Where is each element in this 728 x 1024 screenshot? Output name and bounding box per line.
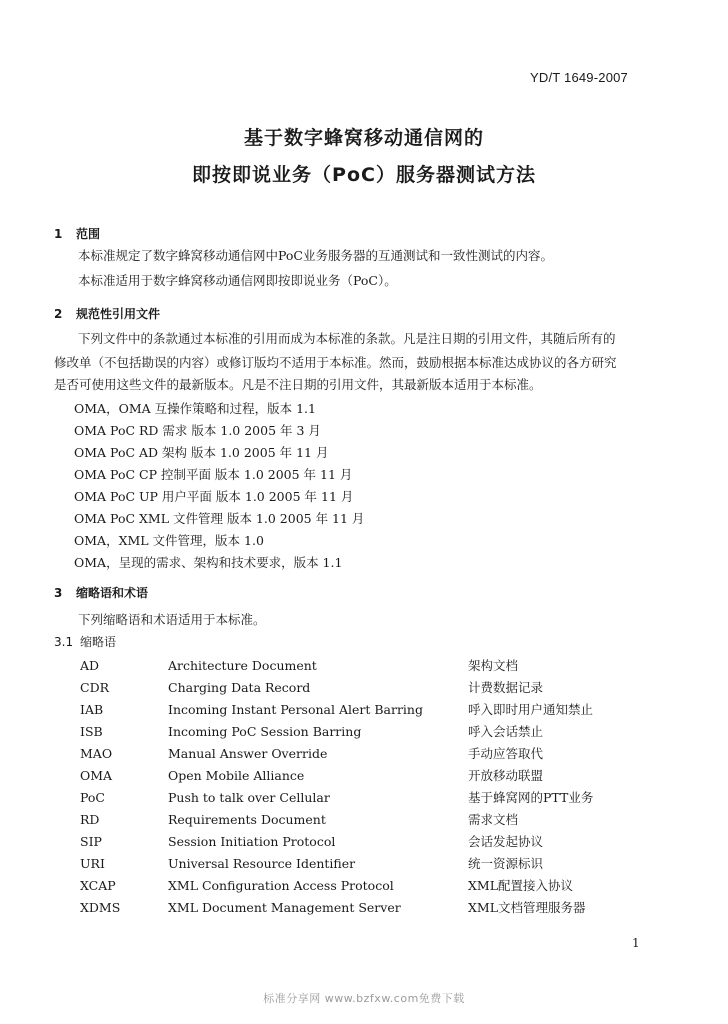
- reference-item: OMA，XML 文件管理，版本 1.0: [74, 533, 264, 548]
- english-term-cell: Incoming Instant Personal Alert Barring: [168, 701, 423, 717]
- english-term-cell: Open Mobile Alliance: [168, 767, 305, 783]
- english-term-cell: Architecture Document: [168, 657, 317, 673]
- chinese-term-cell: 手动应答取代: [468, 746, 544, 761]
- section-1-heading: [54, 225, 100, 242]
- chinese-term-cell: XML配置接入协议: [468, 878, 573, 893]
- subsection-3-1-heading: [54, 633, 116, 650]
- abbreviation-cell: MAO: [80, 745, 113, 761]
- abbreviation-cell: RD: [80, 811, 100, 827]
- abbreviation-cell: XDMS: [80, 899, 121, 915]
- table-row: [80, 654, 618, 676]
- reference-item: OMA PoC CP 控制平面 版本 1.0 2005 年 11 月: [74, 467, 353, 482]
- table-row: [80, 720, 618, 742]
- section-1-paragraph-1: 本标准规定了数字蜂窝移动通信网中PoC业务服务器的互通测试和一致性测试的内容。: [78, 248, 553, 263]
- abbreviation-cell: SIP: [80, 833, 102, 849]
- table-row: [80, 698, 618, 720]
- reference-item: OMA，呈现的需求、架构和技术要求，版本 1.1: [74, 555, 343, 570]
- reference-item: OMA PoC AD 架构 版本 1.0 2005 年 11 月: [74, 445, 329, 460]
- table-row: [80, 786, 618, 808]
- chinese-term-cell: 架构文档: [468, 658, 519, 673]
- table-row: [80, 896, 618, 918]
- section-number: 2: [54, 307, 63, 321]
- english-term-cell: Push to talk over Cellular: [168, 789, 330, 805]
- section-3-intro: 下列缩略语和术语适用于本标准。: [78, 612, 266, 627]
- subsection-number: 3.1: [54, 635, 74, 649]
- section-number: 3: [54, 586, 63, 600]
- reference-item: OMA，OMA 互操作策略和过程，版本 1.1: [74, 401, 316, 416]
- english-term-cell: Manual Answer Override: [168, 745, 328, 761]
- abbreviations-table: [80, 654, 618, 918]
- reference-item: OMA PoC RD 需求 版本 1.0 2005 年 3 月: [74, 423, 321, 438]
- chinese-term-cell: 基于蜂窝网的PTT业务: [468, 790, 594, 805]
- section-title: 范围: [76, 227, 101, 241]
- chinese-term-cell: XML文档管理服务器: [468, 900, 586, 915]
- chinese-term-cell: 统一资源标识: [468, 856, 544, 871]
- section-3-heading: [54, 584, 148, 601]
- document-title-line-1: 基于数字蜂窝移动通信网的: [243, 127, 484, 149]
- table-row: [80, 676, 618, 698]
- english-term-cell: XML Configuration Access Protocol: [168, 877, 394, 893]
- table-row: [80, 764, 618, 786]
- section-2-intro-line-2: 修改单（不包括勘误的内容）或修订版均不适用于本标准。然而，鼓励根据本标准达成协议的各方研究: [54, 355, 617, 370]
- abbreviation-cell: AD: [80, 657, 100, 673]
- footer-watermark: 标准分享网 www.bzfxw.com免费下载: [263, 992, 465, 1005]
- section-number: 1: [54, 227, 63, 241]
- chinese-term-cell: 呼入会话禁止: [468, 724, 544, 739]
- abbreviation-cell: CDR: [80, 679, 109, 695]
- chinese-term-cell: 需求文档: [468, 812, 519, 827]
- abbreviation-cell: IAB: [80, 701, 104, 717]
- table-row: [80, 874, 618, 896]
- abbreviation-cell: ISB: [80, 723, 103, 739]
- standard-code: YD/T 1649-2007: [530, 70, 628, 85]
- section-1-paragraph-2: 本标准适用于数字蜂窝移动通信网即按即说业务（PoC）。: [78, 273, 397, 288]
- abbreviation-cell: URI: [80, 855, 105, 871]
- section-2-heading: [54, 305, 160, 322]
- reference-item: OMA PoC XML 文件管理 版本 1.0 2005 年 11 月: [74, 511, 365, 526]
- english-term-cell: Charging Data Record: [168, 679, 311, 695]
- chinese-term-cell: 计费数据记录: [468, 680, 544, 695]
- section-2-intro-line-1: 下列文件中的条款通过本标准的引用而成为本标准的条款。凡是注日期的引用文件，其随后所有的: [78, 331, 616, 346]
- english-term-cell: Universal Resource Identifier: [168, 855, 356, 871]
- chinese-term-cell: 会话发起协议: [468, 834, 544, 849]
- section-2-intro-line-3: 是否可使用这些文件的最新版本。凡是不注日期的引用文件，其最新版本适用于本标准。: [54, 377, 542, 392]
- table-row: [80, 742, 618, 764]
- table-row: [80, 830, 618, 852]
- english-term-cell: Requirements Document: [168, 811, 326, 827]
- reference-item: OMA PoC UP 用户平面 版本 1.0 2005 年 11 月: [74, 489, 354, 504]
- abbreviation-cell: XCAP: [80, 877, 116, 893]
- table-row: [80, 808, 618, 830]
- document-title-line-2: 即按即说业务（PoC）服务器测试方法: [192, 164, 536, 186]
- english-term-cell: Incoming PoC Session Barring: [168, 723, 362, 739]
- normative-references-list: [74, 398, 364, 574]
- chinese-term-cell: 开放移动联盟: [468, 768, 544, 783]
- section-title: 缩略语和术语: [76, 586, 149, 600]
- chinese-term-cell: 呼入即时用户通知禁止: [468, 702, 594, 717]
- page-number: 1: [632, 936, 640, 950]
- section-title: 规范性引用文件: [76, 307, 161, 321]
- abbreviation-cell: PoC: [80, 789, 105, 805]
- table-row: [80, 852, 618, 874]
- subsection-title: 缩略语: [80, 635, 117, 649]
- abbreviation-cell: OMA: [80, 767, 113, 783]
- english-term-cell: XML Document Management Server: [168, 899, 401, 915]
- english-term-cell: Session Initiation Protocol: [168, 833, 336, 849]
